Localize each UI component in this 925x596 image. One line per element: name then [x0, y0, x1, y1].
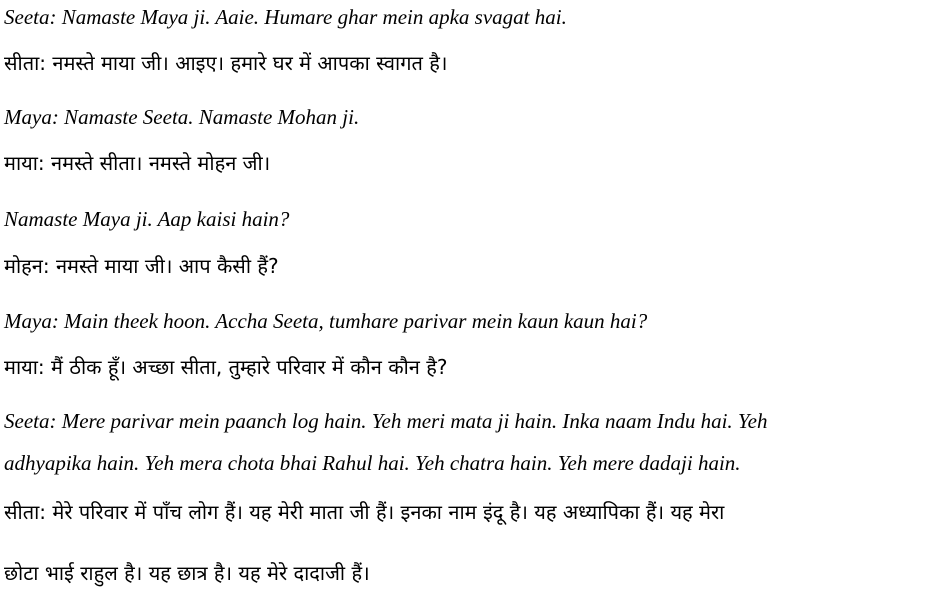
hindi-line-5a: सीता: मेरे परिवार में पाँच लोग हैं। यह मेरी माता जी हैं। इनका नाम इंदू है। यह अध्यापिका हैं। यह मेरा	[4, 500, 725, 524]
roman-line-5b: adhyapika hain. Yeh mera chota bhai Rahul hai. Yeh chatra hain. Yeh mere dadaji hain.	[4, 451, 741, 475]
hindi-line-2: माया: नमस्ते सीता। नमस्ते मोहन जी।	[4, 151, 271, 175]
roman-line-5a: Seeta: Mere parivar mein paanch log hain. Yeh meri mata ji hain. Inka naam Indu hai. Yeh	[4, 409, 768, 433]
roman-line-2: Maya: Namaste Seeta. Namaste Mohan ji.	[4, 105, 360, 129]
roman-line-1: Seeta: Namaste Maya ji. Aaie. Humare ghar mein apka svagat hai.	[4, 5, 567, 29]
hindi-line-5b: छोटा भाई राहुल है। यह छात्र है। यह मेरे दादाजी हैं।	[4, 561, 370, 585]
hindi-line-3: मोहन: नमस्ते माया जी। आप कैसी हैं?	[4, 254, 279, 278]
roman-line-3: Namaste Maya ji. Aap kaisi hain?	[4, 207, 290, 231]
hindi-line-4: माया: मैं ठीक हूँ। अच्छा सीता, तुम्हारे परिवार में कौन कौन है?	[4, 355, 448, 379]
roman-line-4: Maya: Main theek hoon. Accha Seeta, tumhare parivar mein kaun kaun hai?	[4, 309, 648, 333]
hindi-line-1: सीता: नमस्ते माया जी। आइए। हमारे घर में आपका स्वागत है।	[4, 51, 448, 75]
